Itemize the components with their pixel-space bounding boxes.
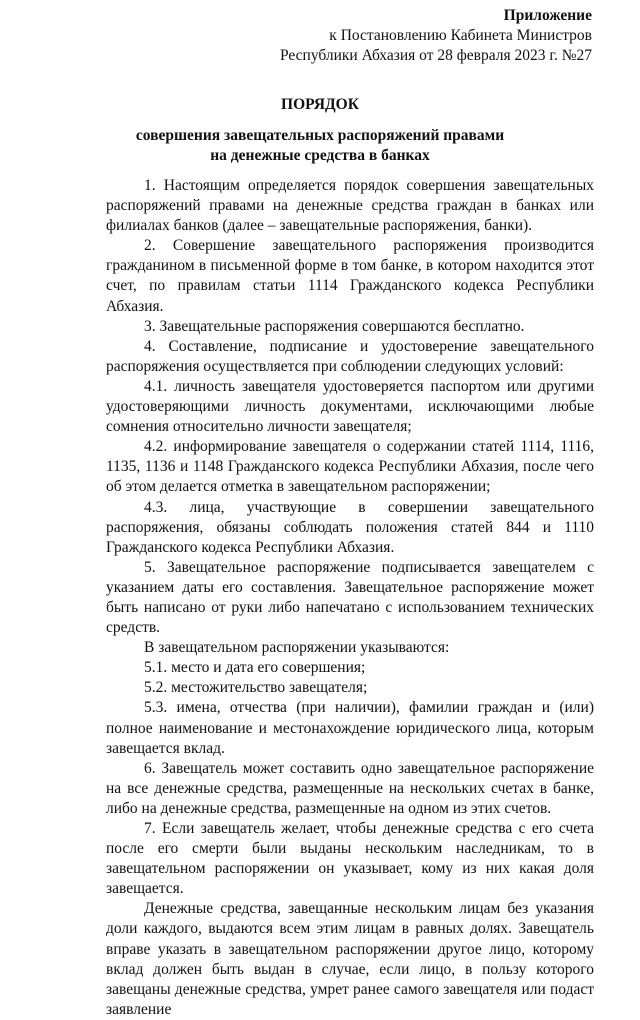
paragraph-7-cont: Денежные средства, завещанные нескольким лицам без указания доли каждого, выдаются всем этим лицам в равных долях. Завещатель вправе указать в завещательном распоряжении другое лицо, которому вклад должен быть выдан в случае, если лицо, в пользу которого завещаны денежные средства, умрет ранее самого завещателя или подаст заявление <box>106 900 594 1018</box>
paragraph-5-2: 5.2. местожительство завещателя; <box>144 679 368 697</box>
paragraph-7: 7. Если завещатель желает, чтобы денежные средства с его счета после его смерти были выданы нескольким наследникам, то в завещательном распоряжении он указывает, кому из них какая доля завещается. <box>106 820 594 898</box>
paragraph-5-intro: В завещательном распоряжении указываются: <box>144 639 450 657</box>
paragraph-4: 4. Составление, подписание и удостоверение завещательного распоряжения осуществляется при соблюдении следующих условий: <box>106 337 594 375</box>
annex-line-2: Республики Абхазия от 28 февраля 2023 г. №27 <box>279 47 592 64</box>
paragraph-1: 1. Настоящим определяется порядок совершения завещательных распоряжений правами на денежные средства граждан в банках или филиалах банков (далее – завещательные распоряжения, банки). <box>106 177 594 235</box>
paragraph-3: 3. Завещательные распоряжения совершаются бесплатно. <box>144 317 525 335</box>
paragraph-6: 6. Завещатель может составить одно завещательное распоряжение на все денежные средства, размещенные на нескольких счетах в банке, либо на денежные средства, размещенные на одном из этих счетов. <box>106 759 594 817</box>
paragraph-4-3: 4.3. лица, участвующие в совершении завещательного распоряжения, обязаны соблюдать положения статей 844 и 1110 Гражданского кодекса Республики Абхазия. <box>106 498 594 556</box>
annex-block <box>280 6 592 66</box>
annex-title: Приложение <box>503 7 592 24</box>
paragraph-2: 2. Совершение завещательного распоряжения производится гражданином в письменной форме в том банке, в котором находится этот счет, по правилам статьи 1114 Гражданского кодекса Республики Абхазия. <box>106 237 594 315</box>
paragraph-5-1: 5.1. место и дата его совершения; <box>144 659 366 677</box>
paragraph-4-2: 4.2. информирование завещателя о содержании статей 1114, 1116, 1135, 1136 и 1148 Гражданского кодекса Республики Абхазия, после чего об этом делается отметка в завещательном распоряжении; <box>106 438 594 496</box>
paragraph-5-3: 5.3. имена, отчества (при наличии), фамилии граждан и (или) полное наименование и местонахождение юридического лица, которым завещается вклад. <box>106 699 594 757</box>
annex-line-1: к Постановлению Кабинета Министров <box>329 27 592 44</box>
subtitle-line-1: совершения завещательных распоряжений правами <box>135 127 505 144</box>
document-subtitle <box>0 126 640 166</box>
subtitle-line-2: на денежные средства в банках <box>210 147 430 164</box>
paragraph-4-1: 4.1. личность завещателя удостоверяется паспортом или другими удостоверяющими личность документами, исключающими любые сомнения относительно личности завещателя; <box>106 377 594 436</box>
document-title: ПОРЯДОК <box>281 96 359 113</box>
document-body <box>106 176 594 1020</box>
paragraph-5: 5. Завещательное распоряжение подписывается завещателем с указанием даты его составления. Завещательное распоряжение может быть написано от руки либо напечатано с использованием технических средств. <box>106 558 594 637</box>
